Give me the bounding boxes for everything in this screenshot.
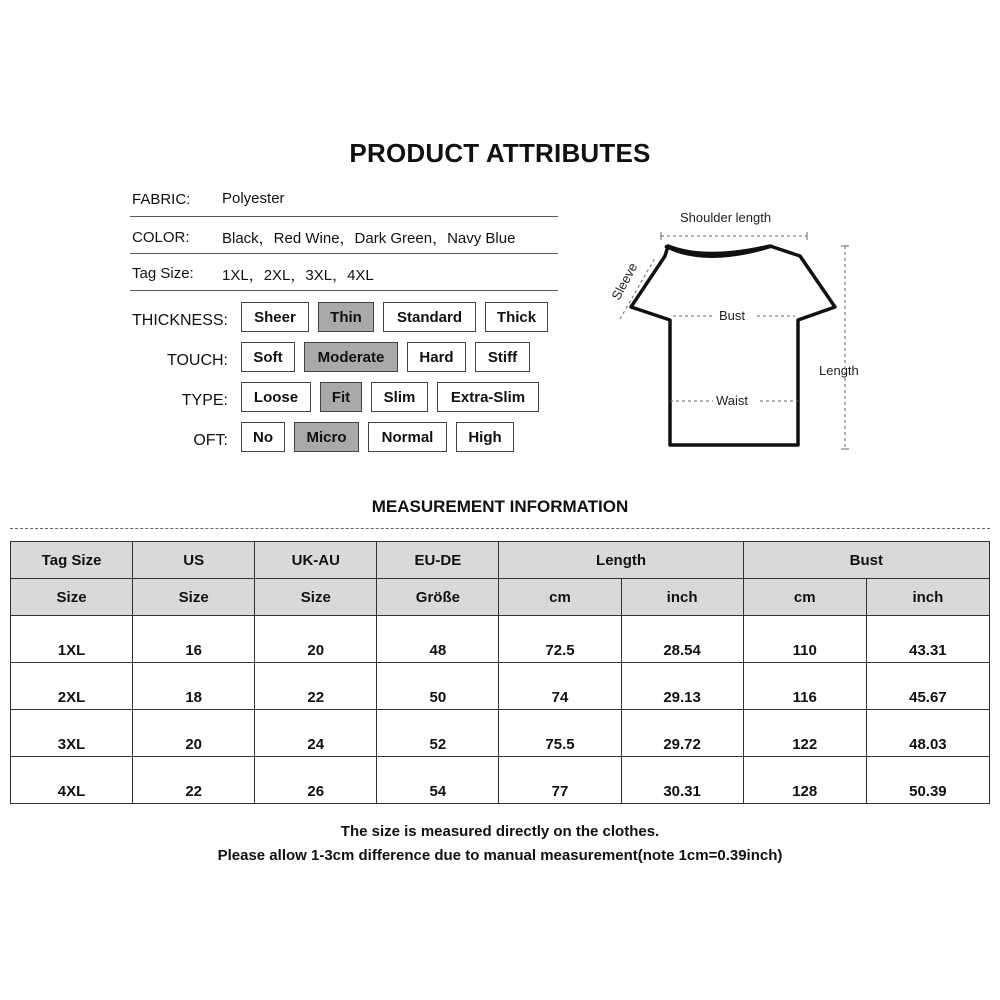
- table-header-row: [11, 542, 990, 579]
- type-label: TYPE:: [181, 392, 228, 409]
- table-cell: 22: [255, 663, 377, 710]
- type-option-loose[interactable]: Loose: [241, 382, 311, 412]
- thickness-option-thick[interactable]: Thick: [485, 302, 548, 332]
- header-cell: Length: [499, 542, 743, 579]
- measurement-title: MEASUREMENT INFORMATION: [371, 497, 629, 516]
- oft-option-high[interactable]: High: [456, 422, 514, 452]
- fabric-label: FABRIC:: [132, 191, 191, 208]
- oft-option-no[interactable]: No: [241, 422, 285, 452]
- header-cell: EU-DE: [377, 542, 499, 579]
- table-cell: 28.54: [621, 616, 743, 663]
- color-label: COLOR:: [132, 229, 190, 246]
- table-cell: 72.5: [499, 616, 621, 663]
- divider: [130, 253, 558, 254]
- thickness-option-thin[interactable]: Thin: [318, 302, 374, 332]
- table-cell: 43.31: [866, 616, 989, 663]
- table-row: [11, 710, 990, 757]
- note-line-2: Please allow 1-3cm difference due to manual measurement(note 1cm=0.39inch): [217, 847, 783, 864]
- type-option-slim[interactable]: Slim: [371, 382, 428, 412]
- fabric-value: Polyester: [222, 190, 285, 207]
- divider: [130, 290, 558, 291]
- color-value: Black，Red Wine，Dark Green，Navy Blue: [222, 230, 516, 247]
- type-option-extra-slim[interactable]: Extra-Slim: [437, 382, 539, 412]
- sleeve-label: Sleeve: [608, 260, 641, 303]
- table-cell: 54: [377, 757, 499, 804]
- bust-label: Bust: [719, 308, 746, 323]
- shoulder-length-label: Shoulder length: [680, 210, 772, 225]
- oft-label: OFT:: [193, 432, 228, 449]
- header-cell: inch: [866, 579, 989, 616]
- waist-label: Waist: [716, 393, 749, 408]
- table-subheader-row: [11, 579, 990, 616]
- table-cell: 26: [255, 757, 377, 804]
- table-cell: 16: [133, 616, 255, 663]
- thickness-option-sheer[interactable]: Sheer: [241, 302, 309, 332]
- tshirt-outline-icon: [631, 246, 835, 445]
- page-title: PRODUCT ATTRIBUTES: [349, 138, 651, 168]
- header-cell: cm: [499, 579, 621, 616]
- tag-size-label: Tag Size:: [132, 265, 194, 282]
- divider: [130, 216, 558, 217]
- table-cell: 30.31: [621, 757, 743, 804]
- header-cell: UK-AU: [255, 542, 377, 579]
- table-row: [11, 663, 990, 710]
- header-cell: US: [133, 542, 255, 579]
- table-cell: 3XL: [11, 710, 133, 757]
- header-cell: Größe: [377, 579, 499, 616]
- header-cell: cm: [743, 579, 866, 616]
- table-cell: 45.67: [866, 663, 989, 710]
- table-cell: 75.5: [499, 710, 621, 757]
- table-cell: 29.13: [621, 663, 743, 710]
- header-cell: Bust: [743, 542, 989, 579]
- header-cell: Size: [255, 579, 377, 616]
- table-cell: 48.03: [866, 710, 989, 757]
- table-cell: 2XL: [11, 663, 133, 710]
- touch-option-stiff[interactable]: Stiff: [475, 342, 530, 372]
- touch-option-soft[interactable]: Soft: [241, 342, 295, 372]
- table-cell: 20: [255, 616, 377, 663]
- table-cell: 128: [743, 757, 866, 804]
- table-cell: 74: [499, 663, 621, 710]
- header-cell: Size: [11, 579, 133, 616]
- table-cell: 1XL: [11, 616, 133, 663]
- table-cell: 29.72: [621, 710, 743, 757]
- length-label: Length: [819, 363, 859, 378]
- note-line-1: The size is measured directly on the clothes.: [340, 823, 660, 840]
- header-cell: Tag Size: [11, 542, 133, 579]
- tshirt-diagram: [595, 195, 880, 465]
- table-cell: 52: [377, 710, 499, 757]
- dashed-divider: [10, 528, 990, 529]
- table-cell: 116: [743, 663, 866, 710]
- tag-size-value: 1XL，2XL，3XL，4XL: [222, 267, 374, 284]
- table-row: [11, 616, 990, 663]
- oft-option-micro[interactable]: Micro: [294, 422, 359, 452]
- table-cell: 22: [133, 757, 255, 804]
- table-cell: 4XL: [11, 757, 133, 804]
- touch-option-moderate[interactable]: Moderate: [304, 342, 398, 372]
- table-cell: 77: [499, 757, 621, 804]
- header-cell: Size: [133, 579, 255, 616]
- table-row: [11, 757, 990, 804]
- table-cell: 110: [743, 616, 866, 663]
- table-cell: 122: [743, 710, 866, 757]
- header-cell: inch: [621, 579, 743, 616]
- table-cell: 24: [255, 710, 377, 757]
- table-cell: 18: [133, 663, 255, 710]
- thickness-label: THICKNESS:: [131, 312, 228, 329]
- table-cell: 50: [377, 663, 499, 710]
- touch-label: TOUCH:: [166, 352, 228, 369]
- table-cell: 50.39: [866, 757, 989, 804]
- oft-option-normal[interactable]: Normal: [368, 422, 447, 452]
- touch-option-hard[interactable]: Hard: [407, 342, 466, 372]
- table-cell: 20: [133, 710, 255, 757]
- thickness-option-standard[interactable]: Standard: [383, 302, 476, 332]
- measurement-table: [10, 541, 990, 804]
- table-cell: 48: [377, 616, 499, 663]
- type-option-fit[interactable]: Fit: [320, 382, 362, 412]
